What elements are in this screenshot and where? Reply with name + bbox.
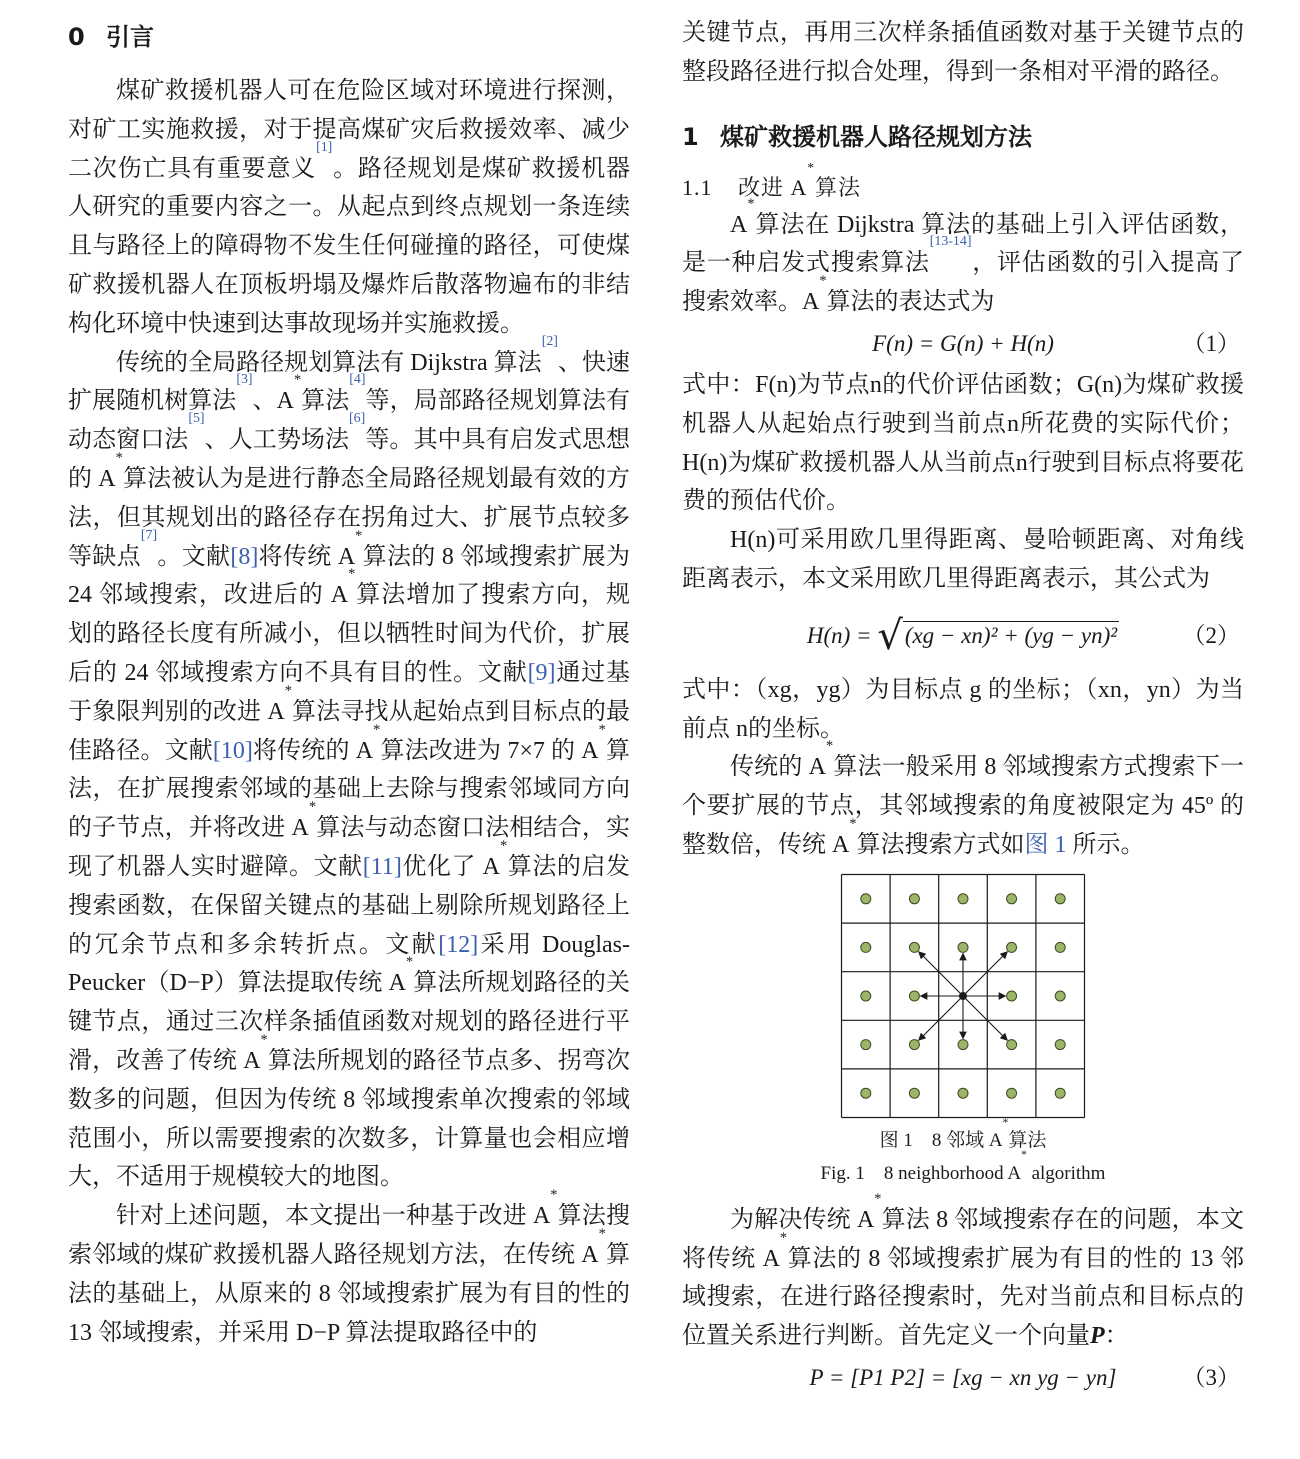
citation-6[interactable]: [6] bbox=[349, 411, 366, 427]
star-superscript: * bbox=[500, 837, 508, 854]
citation-5[interactable]: [5] bbox=[188, 411, 205, 427]
star-superscript: * bbox=[373, 721, 381, 738]
grid-node bbox=[1055, 894, 1065, 904]
star-superscript: * bbox=[260, 1031, 268, 1048]
equation-1 bbox=[682, 322, 1244, 366]
subsection-number: 1.1 bbox=[682, 174, 713, 200]
star-superscript: * bbox=[293, 372, 302, 389]
grid-node bbox=[958, 894, 968, 904]
search-direction-arrow bbox=[963, 951, 1007, 995]
text-run: 算法，在扩展搜索邻域的基础上去除与搜索邻域同方向的子节点，并将改进 A bbox=[68, 737, 630, 842]
astar-intro-paragraph bbox=[682, 195, 1245, 322]
eight-neighborhood-grid-diagram bbox=[840, 873, 1086, 1119]
grid-node bbox=[958, 1039, 968, 1049]
star-superscript: * bbox=[747, 195, 755, 212]
star-superscript: * bbox=[348, 566, 356, 583]
text-run: 所示。 bbox=[1066, 831, 1145, 858]
grid-node bbox=[958, 1088, 968, 1098]
caption-text: 算法 bbox=[1008, 1129, 1047, 1151]
equation-radicand: (xg − xn)² + (yg − yn)² bbox=[904, 622, 1118, 648]
text-run: ，评估函数的引入提高了搜索效率。A bbox=[682, 250, 1245, 316]
text-run: 算法在 Dijkstra 算法的基础上引入评估函数，是一种启发式搜索算法 bbox=[682, 211, 1244, 277]
text-run: 算法改进为 7×7 的 A bbox=[380, 737, 599, 764]
star-superscript: * bbox=[598, 1225, 606, 1242]
text-run: 算法一般采用 8 邻域搜索方式搜索下一个要扩展的节点，其邻域搜索的角度被限定为 45º 的整数倍，传统 A bbox=[682, 754, 1244, 858]
current-node bbox=[959, 992, 967, 1000]
vector-symbol: P bbox=[1090, 1323, 1105, 1350]
figure-1-caption-zh bbox=[682, 1116, 1244, 1157]
continued-paragraph: 关键节点，再用三次样条插值函数对基于关键节点的整段路径进行拟合处理，得到一条相对平滑的路径。 bbox=[682, 20, 1244, 85]
right-column bbox=[682, 14, 1244, 1400]
grid-node bbox=[909, 942, 919, 952]
citation-2[interactable]: [2] bbox=[541, 333, 558, 349]
text-run: 算法搜索邻域的煤矿救援机器人路径规划方法，在传统 A bbox=[68, 1203, 630, 1268]
text-run: 。文献 bbox=[157, 543, 231, 570]
text-run: 算法的基础上，从原来的 8 邻域搜索扩展为有目的性的 13 邻域搜索，并采用 D−P 算法提取路径中的 bbox=[68, 1241, 630, 1346]
equation-number: （3） bbox=[1182, 1364, 1240, 1390]
text-run: 通过基于象限判别的改进 A bbox=[68, 659, 631, 725]
text-run: 算法 8 邻域搜索存在的问题，本文将传统 A bbox=[682, 1206, 1244, 1272]
equation-number: （2） bbox=[1182, 622, 1240, 648]
star-superscript: * bbox=[308, 799, 317, 816]
section-title: 煤矿救援机器人路径规划方法 bbox=[720, 122, 1032, 151]
grid-node bbox=[1055, 1088, 1065, 1098]
text-run: 等。其中具有启发式思想的 A bbox=[68, 427, 631, 492]
sqrt-icon: √ bbox=[877, 612, 903, 659]
intro-paragraph-1 bbox=[68, 72, 630, 344]
star-superscript: * bbox=[1002, 1116, 1009, 1129]
figure-1-link[interactable]: 图 1 bbox=[1024, 831, 1067, 858]
text-run: 、人工势场法 bbox=[204, 427, 350, 454]
text-run: 算法的 8 邻域搜索扩展为有目的性的 13 邻域搜索，在进行路径搜索时，先对当前点和目标点的位置关系进行判断。首先定义一个向量 bbox=[682, 1245, 1245, 1350]
text-run: 算法 bbox=[301, 388, 350, 415]
text-run: 算法与动态窗口法相结合，实现了机器人实时避障。文献 bbox=[68, 815, 630, 880]
text-run: 煤矿救援机器人可在危险区域对环境进行探测，对矿工实施救援，对于提高煤矿灾后救援效率、减少二次伤亡具有重要意义 bbox=[68, 78, 630, 182]
equation-body: P = [P1 P2] = [xg − xn yg − yn] bbox=[809, 1364, 1117, 1390]
star-superscript: * bbox=[405, 954, 414, 971]
improvement-paragraph bbox=[682, 1190, 1245, 1356]
section-number: 1 bbox=[682, 122, 699, 151]
text-run: 算法的启发搜索函数，在保留关键点的基础上剔除所规划路径上的冗余节点和多余转折点。文献 bbox=[68, 853, 631, 958]
star-superscript: * bbox=[874, 1190, 882, 1207]
left-column bbox=[68, 14, 630, 1352]
text-run: 算法增加了搜索方向，规划的路径长度有所减小，但以牺牲时间为代价，扩展后的 24 邻域搜索方向不具有目的性。文献 bbox=[68, 582, 630, 686]
text-run: 算法所规划路径的关键节点，通过三次样条插值函数对规划的路径进行平滑，改善了传统 A bbox=[68, 970, 631, 1074]
grid-node bbox=[1007, 1039, 1017, 1049]
subsection-1-1-heading bbox=[682, 159, 1244, 206]
text-run: 算法寻找从起始点到目标点的最佳路径。文献 bbox=[68, 698, 630, 764]
text-run: 采用 Douglas-Peucker（D−P）算法提取传统 A bbox=[68, 931, 631, 997]
text-run: 将传统的 A bbox=[252, 737, 374, 764]
grid-node bbox=[861, 991, 871, 1001]
section-number: 0 bbox=[68, 23, 85, 51]
citation-8[interactable]: [8] bbox=[230, 543, 259, 570]
citation-11[interactable]: [11] bbox=[362, 853, 402, 880]
section-1-heading bbox=[682, 114, 1244, 160]
equation-2-explanation: 式中：（xg，yg）为目标点 g 的坐标；（xn，yn）为当前点 n的坐标。 bbox=[682, 676, 1244, 742]
grid-node bbox=[1055, 1039, 1065, 1049]
text-run: 将传统 A bbox=[258, 543, 356, 570]
subsection-title: 改进 A bbox=[738, 174, 808, 200]
equation-number: （1） bbox=[1182, 330, 1240, 356]
figure-1 bbox=[682, 873, 1244, 1191]
star-superscript: * bbox=[825, 738, 834, 755]
grid-node bbox=[861, 1039, 871, 1049]
search-direction-arrow bbox=[963, 996, 1007, 1040]
text-run: 、A bbox=[252, 388, 294, 415]
star-superscript: * bbox=[1021, 1148, 1027, 1161]
grid-node bbox=[958, 942, 968, 952]
text-run: 。路径规划是煤矿救援机器人研究的重要内容之一。从起点到终点规划一条连续且与路径上的障碍物不发生任何碰撞的路径，可使煤矿救援机器人在顶板坍塌及爆炸后散落物遍布的非结构化环境中快速到达事故现场并实施救援。 bbox=[68, 155, 631, 337]
subsection-title: 算法 bbox=[814, 174, 861, 200]
star-superscript: * bbox=[849, 815, 857, 832]
citation-12[interactable]: [12] bbox=[438, 931, 479, 958]
grid-node bbox=[909, 1088, 919, 1098]
text-run: 算法的表达式为 bbox=[826, 289, 995, 316]
section-title: 引言 bbox=[106, 23, 154, 51]
section-0-heading bbox=[68, 14, 630, 60]
equation-2 bbox=[682, 605, 1244, 667]
equation-lhs: H(n) = bbox=[806, 622, 872, 648]
text-run: 算法搜索方式如 bbox=[856, 831, 1025, 858]
text-run: 传统的全局路径规划算法有 Dijkstra 算法 bbox=[116, 349, 542, 376]
text-run: 针对上述问题，本文提出一种基于改进 A bbox=[116, 1203, 551, 1230]
grid-node bbox=[1007, 991, 1017, 1001]
citation-13-14[interactable]: [13-14] bbox=[929, 234, 972, 250]
star-superscript: * bbox=[115, 449, 123, 466]
text-run: 算法所规划的路径节点多、拐弯次数多的问题，但因为传统 8 邻域搜索单次搜索的邻域范围小，所以需要搜索的次数多，计算量也会相应增大，不适用于规模较大的地图。 bbox=[68, 1047, 631, 1191]
search-direction-arrow bbox=[919, 996, 963, 1040]
star-superscript: * bbox=[807, 159, 815, 175]
text-run: 算法被认为是进行静态全局路径规划最有效的方法，但其规划出的路径存在拐角过大、扩展节点较多等缺点 bbox=[68, 465, 630, 570]
grid-node bbox=[909, 1039, 919, 1049]
citation-9[interactable]: [9] bbox=[527, 659, 556, 686]
grid-node bbox=[1007, 1088, 1017, 1098]
star-superscript: * bbox=[355, 527, 363, 544]
caption-text: algorithm bbox=[1026, 1162, 1106, 1184]
star-superscript: * bbox=[284, 682, 292, 699]
text-run: ： bbox=[1104, 1323, 1129, 1350]
grid-node bbox=[861, 942, 871, 952]
text-run: A bbox=[730, 211, 748, 238]
text-run: 为解决传统 A bbox=[730, 1206, 875, 1233]
figure-1-caption-en bbox=[682, 1148, 1244, 1191]
text-run: 、快速扩展随机树算法 bbox=[68, 349, 630, 415]
grid-node bbox=[861, 894, 871, 904]
citation-10[interactable]: [10] bbox=[212, 737, 253, 764]
citation-7[interactable]: [7] bbox=[140, 527, 158, 543]
grid-node bbox=[1055, 991, 1065, 1001]
grid-node bbox=[861, 1088, 871, 1098]
eight-neighbor-paragraph bbox=[682, 738, 1244, 864]
star-superscript: * bbox=[779, 1229, 788, 1246]
grid-node bbox=[1055, 942, 1065, 952]
star-superscript: * bbox=[819, 273, 827, 290]
citation-3[interactable]: [3] bbox=[236, 372, 253, 388]
citation-1[interactable]: [1] bbox=[316, 139, 333, 155]
grid-node bbox=[909, 991, 919, 1001]
intro-paragraph-2 bbox=[68, 333, 631, 1198]
equation-1-explanation: 式中：F(n)为节点n的代价评估函数；G(n)为煤矿救援机器人从起始点行驶到当前点n所花费的实际代价；H(n)为煤矿救援机器人从当前点n行驶到目标点将要花费的预估代价。 bbox=[682, 371, 1244, 515]
intro-paragraph-3 bbox=[68, 1187, 630, 1352]
equation-body: F(n) = G(n) + H(n) bbox=[872, 330, 1054, 356]
search-direction-arrow bbox=[919, 951, 963, 995]
caption-text: 图 1 8 邻域 A bbox=[879, 1129, 1003, 1151]
text-run: 传统的 A bbox=[730, 754, 826, 781]
caption-text: Fig. 1 8 neighborhood A bbox=[820, 1162, 1022, 1184]
equation-3 bbox=[682, 1356, 1244, 1400]
star-superscript: * bbox=[550, 1187, 558, 1204]
grid-node bbox=[1007, 894, 1017, 904]
text-run: 优化了 A bbox=[401, 853, 500, 880]
grid-node bbox=[909, 894, 919, 904]
star-superscript: * bbox=[598, 721, 606, 738]
text-run: 算法的 8 邻域搜索扩展为 24 邻域搜索，改进后的 A bbox=[68, 543, 630, 609]
heuristic-paragraph: H(n)可采用欧几里得距离、曼哈顿距离、对角线距离表示，本文采用欧几里得距离表示，其公式为 bbox=[682, 527, 1244, 592]
text-run: 等，局部路径规划算法有动态窗口法 bbox=[68, 388, 631, 454]
citation-4[interactable]: [4] bbox=[349, 372, 366, 388]
grid-node bbox=[1007, 942, 1017, 952]
